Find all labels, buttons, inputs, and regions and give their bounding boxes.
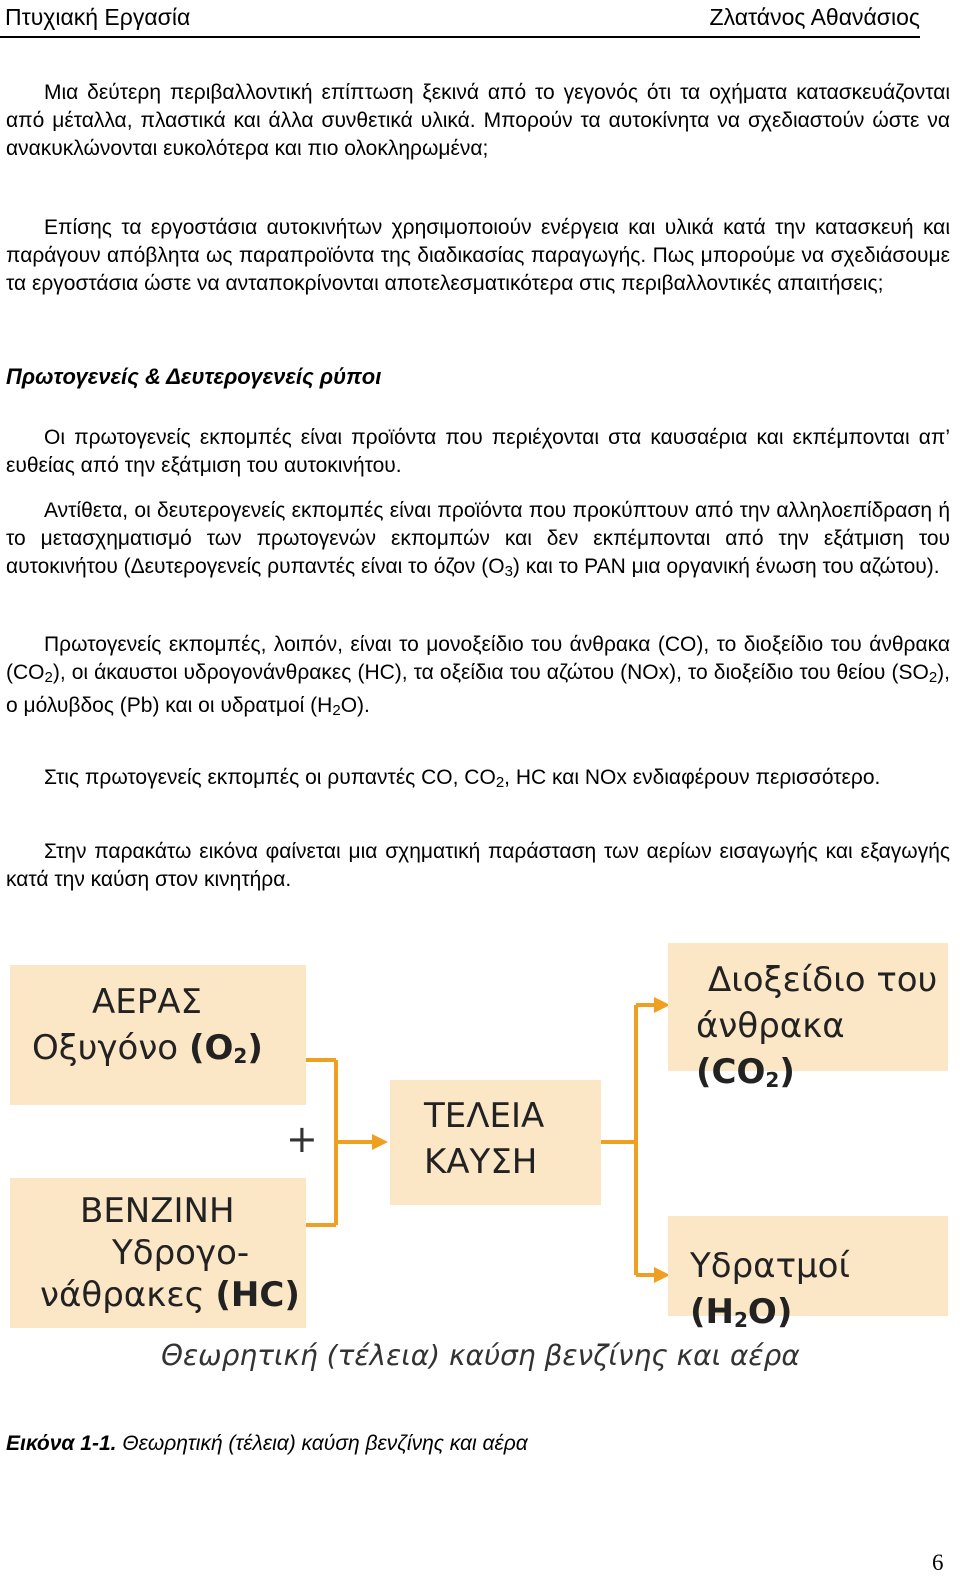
paragraph-main-pollutants: Στις πρωτογενείς εκπομπές οι ρυπαντές CO, $CO_2$, HC και NOx ενδιαφέρουν περισσότερο. [44,766,881,791]
header-title: Πτυχιακή Εργασία [5,4,191,30]
fuel-hydro: Υδρογο- [112,1233,250,1273]
page-header [0,0,920,38]
combustion-box [390,1080,601,1205]
page-number: 6 [932,1550,944,1575]
header-author: Ζλατάνος Αθανάσιος [709,4,920,30]
paragraph-recycling: Μια δεύτερη περιβαλλοντική επίπτωση ξεκινά από το γεγονός ότι τα οχήματα κατασκευάζονται από μέταλλα, πλαστικά και άλλα συνθετικά υλικά. Μπορούν τα αυτοκίνητα να σχεδιαστούν ώστε να ανακυκλώνονται ευκολότερα και πιο ολοκληρωμένα; [6,81,950,160]
co2-box [668,943,948,1092]
air-oxygen: Οξυγόνο (O2) [32,1028,263,1068]
figure-caption-label: Εικόνα 1-1. [6,1432,117,1455]
paragraph-primary-emissions: Οι πρωτογενείς εκπομπές είναι προϊόντα που περιέχονται στα καυσαέρια και εκπέμπονται απ’ ευθείας από την εξάτμιση του αυτοκινήτου. [6,426,950,477]
h2o-box [668,1216,948,1332]
input-arrowhead [372,1134,388,1150]
co2-line2: άνθρακα (CO2) [696,1006,845,1092]
combustion-figure [6,935,950,1401]
fuel-carbons: νάθρακες (HC) [40,1275,300,1315]
figure-inner-caption: Θεωρητική (τέλεια) καύση βενζίνης και αέρα [161,1339,800,1372]
paragraph-figure-intro: Στην παρακάτω εικόνα φαίνεται μια σχηματική παράσταση των αερίων εισαγωγής και εξαγωγής κατά την καύση στον κινητήρα. [6,840,950,891]
paragraph-primary-list: Πρωτογενείς εκπομπές, λοιπόν, είναι το μονοξείδιο του άνθρακα (CO), το διοξείδιο του άνθρακα $(CO_2)$, οι άκαυστοι υδρογονάνθρακες (HC), τα οξείδια του αζώτου (NOx), το διοξείδιο του θείου $(SO_2)$, ο μόλυβδος (Pb) και οι υδρατμοί $(H_2O)$. [6,633,950,719]
figure-caption [6,1432,528,1456]
h2o-line: Υδρατμοί (H2O) [690,1246,850,1332]
paragraph-factories: Επίσης τα εργοστάσια αυτοκινήτων χρησιμοποιούν ενέργεια και υλικά κατά την κατασκευή και παράγουν απόβλητα ως παραπροϊόντα της διαδικασίας παραγωγής. Πως μπορούμε να σχεδιάσουμε τα εργοστάσια ώστε να ανταποκρίνονται αποτελεσματικότερα στις περιβαλλοντικές απαιτήσεις; [6,216,950,295]
air-title: ΑΕΡΑΣ [92,982,202,1022]
figure-caption-text: Θεωρητική (τέλεια) καύση βενζίνης και αέρα [116,1432,528,1455]
combustion-line2: ΚΑΥΣΗ [424,1142,538,1182]
paragraph-secondary-emissions: Αντίθετα, οι δευτερογενείς εκπομπές είναι προϊόντα που προκύπτουν από την αλληλοεπίδραση ή το μετασχηματισμό των πρωτογενών εκπομπών και δεν εκπέμπονται από την εξάτμιση του αυτοκινήτου (Δευτερογενείς ρυπαντές είναι το όζον $(O_3)$ και το PAN μια οργανική ένωση του αζώτου). [6,499,950,580]
fuel-title: ΒΕΝΖΙΝΗ [80,1191,235,1231]
plus-sign: + [286,1117,318,1161]
co2-line1: Διοξείδιο του [708,960,938,1000]
section-heading: Πρωτογενείς & Δευτερογενείς ρύποι [6,364,382,389]
combustion-line1: ΤΕΛΕΙΑ [424,1096,545,1136]
fuel-box [10,1178,306,1328]
air-box [10,965,306,1105]
